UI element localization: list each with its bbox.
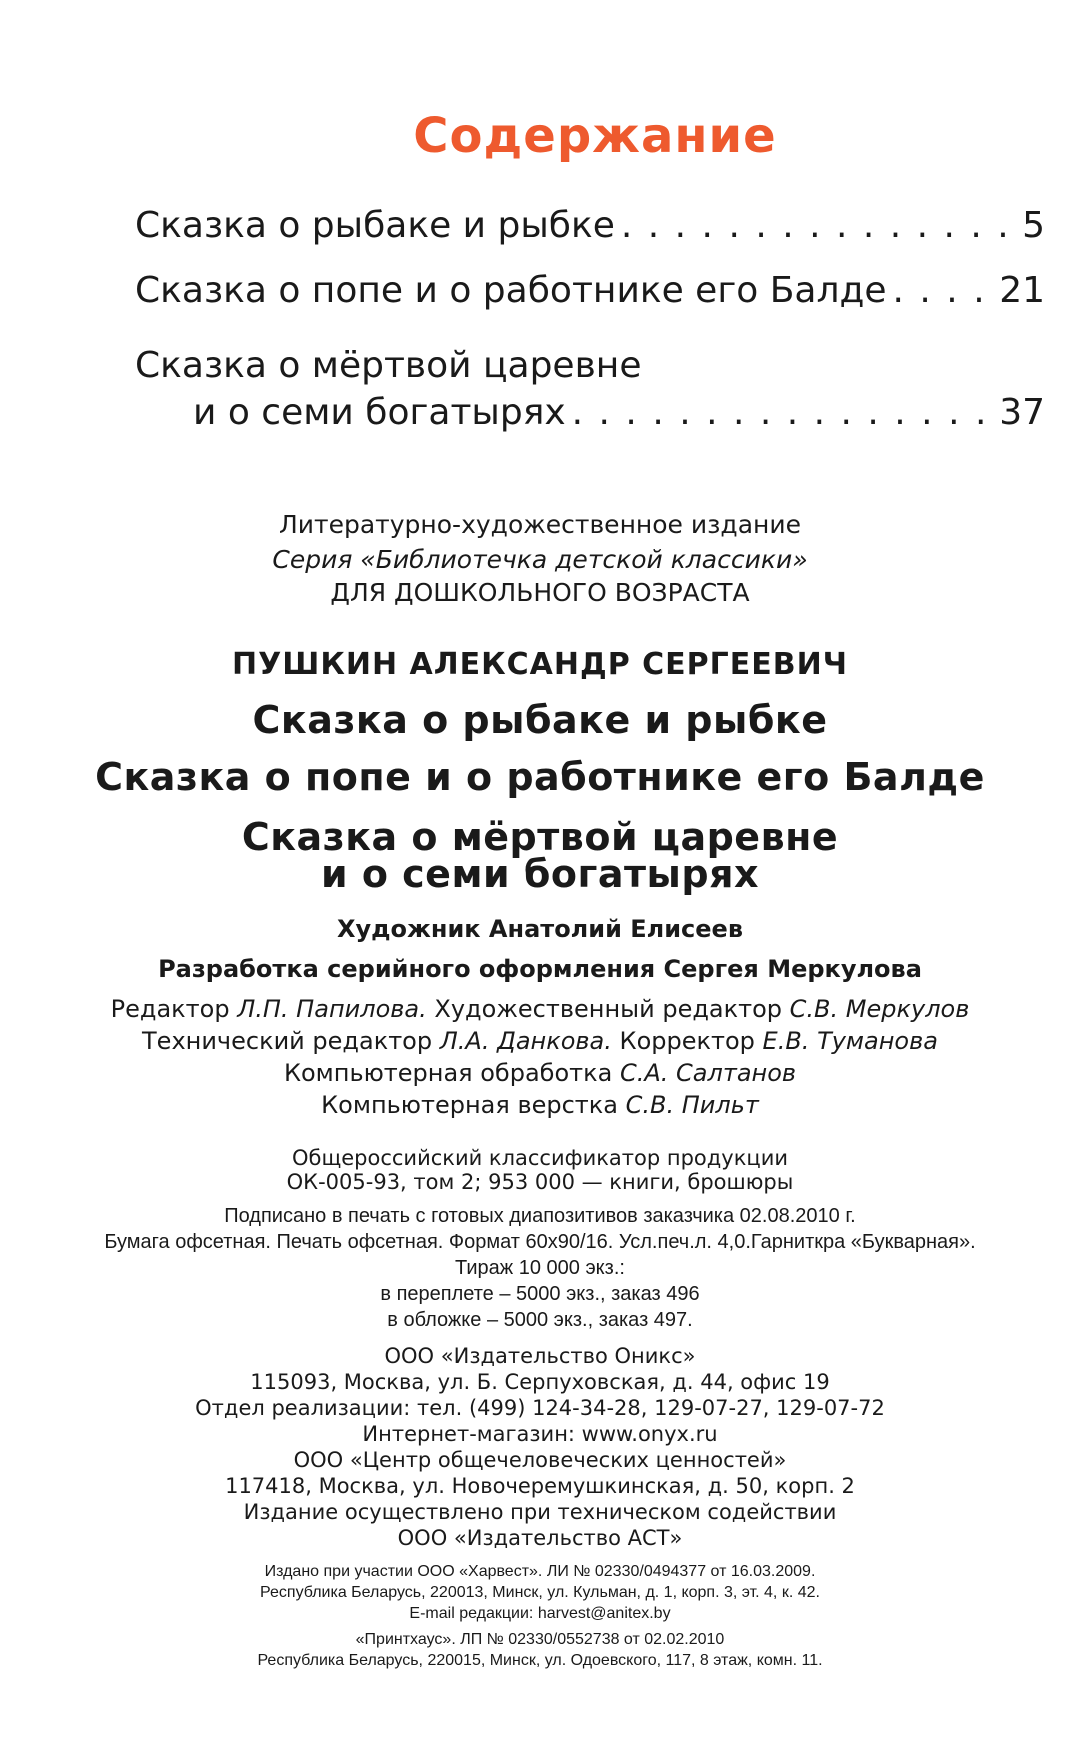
print-line-1: Подписано в печать с готовых диапозитивов заказчика 02.08.2010 г. — [224, 1205, 856, 1227]
publisher-line-7: Издание осуществлено при техническом содействии — [243, 1500, 837, 1524]
toc-dot-leader — [572, 392, 994, 433]
book-title-2: Сказка о попе и о работнике его Балде — [95, 755, 985, 799]
small-print-line-5: Республика Беларусь, 220015, Минск, ул. Одоевского, 117, 8 этаж, комн. 11. — [257, 1652, 823, 1669]
toc-entry-1[interactable] — [135, 205, 1045, 246]
publisher-line-2: 115093, Москва, ул. Б. Серпуховская, д. 44, офис 19 — [250, 1370, 830, 1394]
toc-dot-leader — [621, 205, 1016, 246]
classifier-line-1: Общероссийский классификатор продукции — [291, 1146, 789, 1170]
toc-entry-page: 21 — [999, 270, 1045, 311]
illustrator-line: Художник Анатолий Елисеев — [336, 915, 744, 943]
book-title-1: Сказка о рыбаке и рыбке — [252, 698, 828, 742]
corrector-name: Е.В. Туманова — [762, 1027, 938, 1055]
toc-dot-leader — [893, 270, 994, 311]
editor-label: Редактор — [110, 995, 230, 1023]
toc-entry-title: и о семи богатырях — [193, 392, 566, 433]
art-editor-label: Художественный редактор — [434, 995, 783, 1023]
toc-entry-title: Сказка о попе и о работнике его Балде — [135, 270, 887, 311]
small-print-line-4: «Принтхаус». ЛП № 02330/0552738 от 02.02.2010 — [355, 1631, 725, 1648]
layout-name: С.В. Пильт — [625, 1091, 759, 1119]
art-editor-name: С.В. Меркулов — [789, 995, 970, 1023]
author-name: ПУШКИН АЛЕКСАНДР СЕРГЕЕВИЧ — [232, 647, 848, 682]
publisher-line-8: ООО «Издательство АСТ» — [397, 1526, 683, 1550]
tech-editor-label: Технический редактор — [142, 1027, 433, 1055]
book-title-3-line2: и о семи богатырях — [320, 852, 760, 896]
corrector-label: Корректор — [619, 1027, 755, 1055]
print-line-3: Тираж 10 000 экз.: — [455, 1257, 625, 1279]
toc-entry-2[interactable] — [135, 270, 1045, 311]
book-title-3-line1: Сказка о мёртвой царевне — [241, 815, 839, 859]
age-line: ДЛЯ ДОШКОЛЬНОГО ВОЗРАСТА — [330, 578, 750, 607]
toc-entry-page: 5 — [1022, 205, 1045, 246]
toc-entry-3-line1[interactable]: Сказка о мёртвой царевне — [135, 345, 642, 386]
design-line: Разработка серийного оформления Сергея Меркулова — [158, 955, 922, 983]
tech-editor-name: Л.А. Данкова. — [439, 1027, 612, 1055]
toc-entry-3[interactable] — [193, 392, 1045, 433]
credits-line-1 — [0, 995, 1080, 1023]
processing-name: С.А. Салтанов — [619, 1059, 797, 1087]
print-line-4: в переплете – 5000 экз., заказ 496 — [380, 1283, 700, 1305]
series-line: Серия «Библиотечка детской классики» — [272, 545, 808, 574]
publisher-line-4[interactable]: Интернет-магазин: www.onyx.ru — [362, 1422, 718, 1446]
publisher-line-1: ООО «Издательство Оникс» — [384, 1344, 696, 1368]
publisher-line-3: Отдел реализации: тел. (499) 124-34-28, 129-07-27, 129-07-72 — [195, 1396, 885, 1420]
print-line-5: в обложке – 5000 экз., заказ 497. — [387, 1309, 693, 1331]
processing-label: Компьютерная обработка — [283, 1059, 613, 1087]
credits-line-4 — [0, 1091, 1080, 1119]
publisher-line-5: ООО «Центр общечеловеческих ценностей» — [293, 1448, 787, 1472]
small-print-line-1: Издано при участии ООО «Харвест». ЛИ № 02330/0494377 от 16.03.2009. — [264, 1563, 816, 1580]
toc-entry-title: Сказка о рыбаке и рыбке — [135, 205, 615, 246]
small-print-line-3[interactable]: E-mail редакции: harvest@anitex.by — [409, 1605, 671, 1622]
toc-entry-page: 37 — [999, 392, 1045, 433]
credits-line-2 — [0, 1027, 1080, 1055]
editor-name: Л.П. Папилова. — [237, 995, 427, 1023]
small-print-line-2: Республика Беларусь, 220013, Минск, ул. Кульман, д. 1, корп. 3, эт. 4, к. 42. — [260, 1584, 820, 1601]
publisher-line-6: 117418, Москва, ул. Новочеремушкинская, д. 50, корп. 2 — [225, 1474, 855, 1498]
genre-line: Литературно-художественное издание — [279, 510, 801, 539]
toc-title: Содержание — [413, 108, 777, 164]
credits-line-3 — [0, 1059, 1080, 1087]
print-line-2: Бумага офсетная. Печать офсетная. Формат 60x90/16. Усл.печ.л. 4,0.Гарниткра «Букварная». — [104, 1231, 976, 1253]
classifier-line-2: ОК-005-93, том 2; 953 000 — книги, брошюры — [286, 1170, 794, 1194]
layout-label: Компьютерная верстка — [321, 1091, 618, 1119]
